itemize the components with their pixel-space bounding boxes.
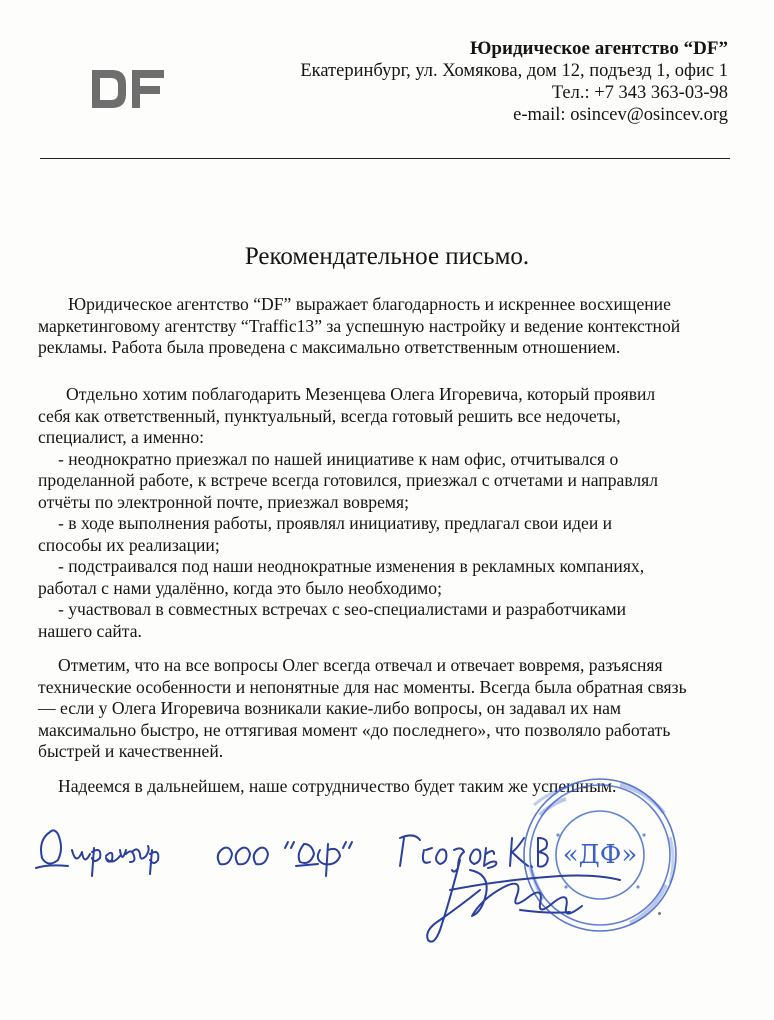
seal-center-text: «ДФ» bbox=[562, 840, 638, 870]
text-line: быстрей и качественней. bbox=[38, 741, 224, 761]
scribbled-signature bbox=[420, 850, 630, 950]
agency-email: e-mail: osincev@osincev.org bbox=[513, 105, 728, 125]
text-line: работал с нами удалённо, когда это было необходимо; bbox=[38, 577, 442, 598]
list-item: - подстраивался под наши неоднократные изменения в рекламных компаниях, bbox=[58, 556, 645, 576]
letterhead bbox=[300, 38, 728, 126]
text-line: рекламы. Работа была проведена с максимально ответственным отношением. bbox=[38, 337, 621, 357]
text-line: способы их реализации; bbox=[38, 534, 220, 555]
text-line: максимально быстро, не оттягивая момент «до последнего», что позволяло работать bbox=[38, 719, 671, 740]
text-line: Отдельно хотим поблагодарить Мезенцева Олега Игоревича, который проявил bbox=[66, 384, 656, 404]
text-line: Надеемся в дальнейшем, наше сотрудничество будет таким же успешным. bbox=[58, 776, 617, 796]
df-logo bbox=[90, 68, 166, 110]
agency-phone: Тел.: +7 343 363-03-98 bbox=[551, 83, 728, 103]
text-line: отчёты по электронной почте, приезжал вовремя; bbox=[38, 491, 409, 512]
agency-address: Екатеринбург, ул. Хомякова, дом 12, подъезд 1, офис 1 bbox=[300, 61, 728, 81]
text-line: — если у Олега Игоревича возникали какие-либо вопросы, он задавал их нам bbox=[38, 698, 622, 718]
text-line: Юридическое агентство “DF” выражает благодарность и искреннее восхищение bbox=[68, 294, 671, 314]
letter-title: Рекомендательное письмо. bbox=[244, 243, 530, 270]
text-line: нашего сайта. bbox=[38, 620, 142, 641]
text-line: себя как ответственный, пунктуальный, всегда готовый решить все недочеты, bbox=[38, 405, 621, 426]
text-line: маркетинговому агентству “Traffic13” за успешную настройку и ведение контекстной bbox=[38, 315, 681, 336]
list-item: - в ходе выполнения работы, проявлял инициативу, предлагал свои идеи и bbox=[58, 513, 613, 533]
header-divider bbox=[40, 158, 730, 159]
agency-name: Юридическое агентство “DF” bbox=[470, 38, 728, 59]
paragraph-specialist bbox=[38, 384, 738, 642]
paragraph-gratitude bbox=[38, 294, 738, 359]
paragraph-feedback bbox=[38, 655, 738, 763]
text-line: проделанной работе, к встрече всегда готовился, приезжал с отчетами и направлял bbox=[38, 470, 659, 490]
list-item: - участвовал в совместных встречах с seo-специалистами и разработчиками bbox=[58, 599, 627, 619]
text-line: технические особенности и непонятные для нас моменты. Всегда была обратная связь bbox=[38, 676, 687, 697]
text-line: специалист, а именно: bbox=[38, 427, 205, 447]
text-line: Отметим, что на все вопросы Олег всегда отвечал и отвечает вовремя, разъясняя bbox=[58, 655, 663, 675]
list-item: - неоднократно приезжал по нашей инициативе к нам офис, отчитывался о bbox=[58, 448, 619, 469]
paper-speck bbox=[658, 912, 661, 915]
